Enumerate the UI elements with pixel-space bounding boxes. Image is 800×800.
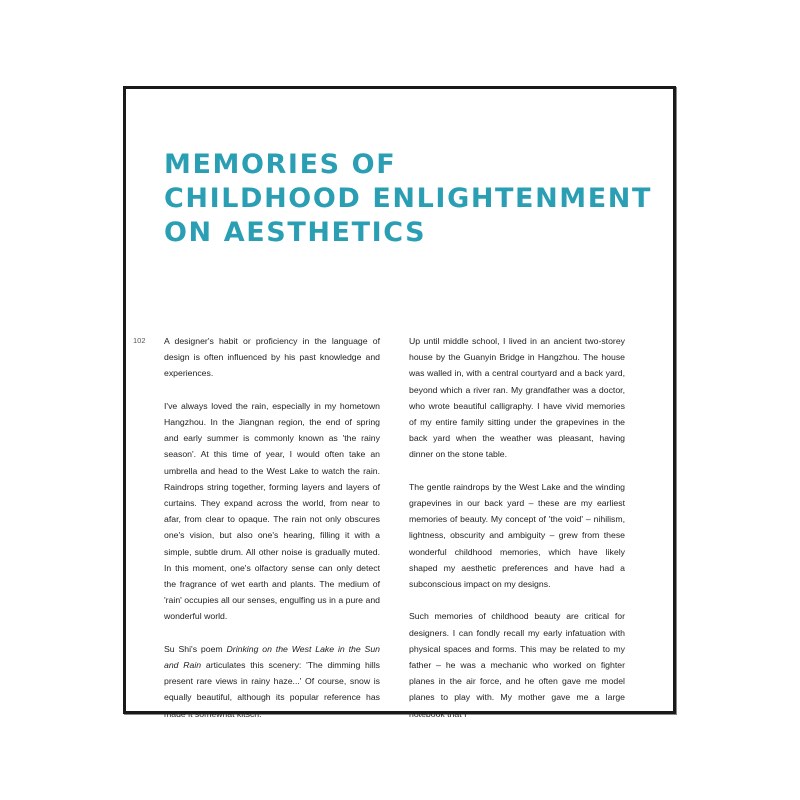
right-paragraph-2: The gentle raindrops by the West Lake and the winding grapevines in our back yard – these are my earliest memories of beauty. My concept of 'the void' – nihilism, lightness, obscurity and ambiguity – grew from these wonderful childhood memories, which have likely shaped my aesthetic preferences and have had a subconscious impact on my designs. bbox=[409, 481, 625, 590]
page-number: 102 bbox=[133, 336, 146, 345]
left-text-column bbox=[164, 333, 380, 722]
chapter-title-line-3: ON AESTHETICS bbox=[164, 217, 427, 248]
chapter-title-line-1: MEMORIES OF bbox=[164, 149, 397, 180]
poem-description-text: articulates this scenery: 'The dimming hills present rare views in rainy haze...' Of course, snow is equally beautiful, although its popular reference has made it somewhat kitsch. bbox=[164, 660, 380, 719]
left-paragraph-2: I've always loved the rain, especially in my hometown Hangzhou. In the Jiangnan region, the end of spring and early summer is commonly known as 'the rainy season'. At this time of year, I would often take an umbrella and head to the West Lake to watch the rain. Raindrops string together, forming layers and layers of curtains. They expand across the world, from near to afar, from clear to opaque. The rain not only obscures one's vision, but also one's hearing, filling it with a simple, subtle drum. All other noise is gradually muted. In this moment, one's olfactory sense can only detect the fragrance of wet earth and plants. The medium of 'rain' occupies all our senses, engulfing us in a pure and wonderful world. bbox=[164, 400, 380, 622]
right-text-column bbox=[409, 333, 625, 722]
right-paragraph-1: Up until middle school, I lived in an ancient two-storey house by the Guanyin Bridge in Hangzhou. The house was walled in, with a central courtyard and a back yard, beyond which a river ran. My grandfather was a doctor, who wrote beautiful calligraphy. I have vivid memories of my entire family sitting under the grapevines in the back yard when the weather was pleasant, having dinner on the stone table. bbox=[409, 336, 625, 460]
poem-title: Drinking on the West Lake in the Sun and Rain bbox=[164, 643, 380, 671]
chapter-title bbox=[164, 148, 653, 250]
chapter-title-line-2: CHILDHOOD ENLIGHTENMENT bbox=[164, 183, 653, 214]
left-paragraph-1: A designer's habit or proficiency in the language of design is often influenced by his past knowledge and experiences. bbox=[164, 336, 380, 379]
poem-intro-text: Su Shi's poem bbox=[164, 643, 227, 654]
left-paragraph-3 bbox=[164, 641, 380, 722]
right-paragraph-3: Such memories of childhood beauty are critical for designers. I can fondly recall my early infatuation with physical spaces and forms. This may be related to my father – he was a mechanic who worked on fighter planes in the air force, and he often gave me model planes to play with. My mother gave me a large notebook that I bbox=[409, 611, 625, 719]
